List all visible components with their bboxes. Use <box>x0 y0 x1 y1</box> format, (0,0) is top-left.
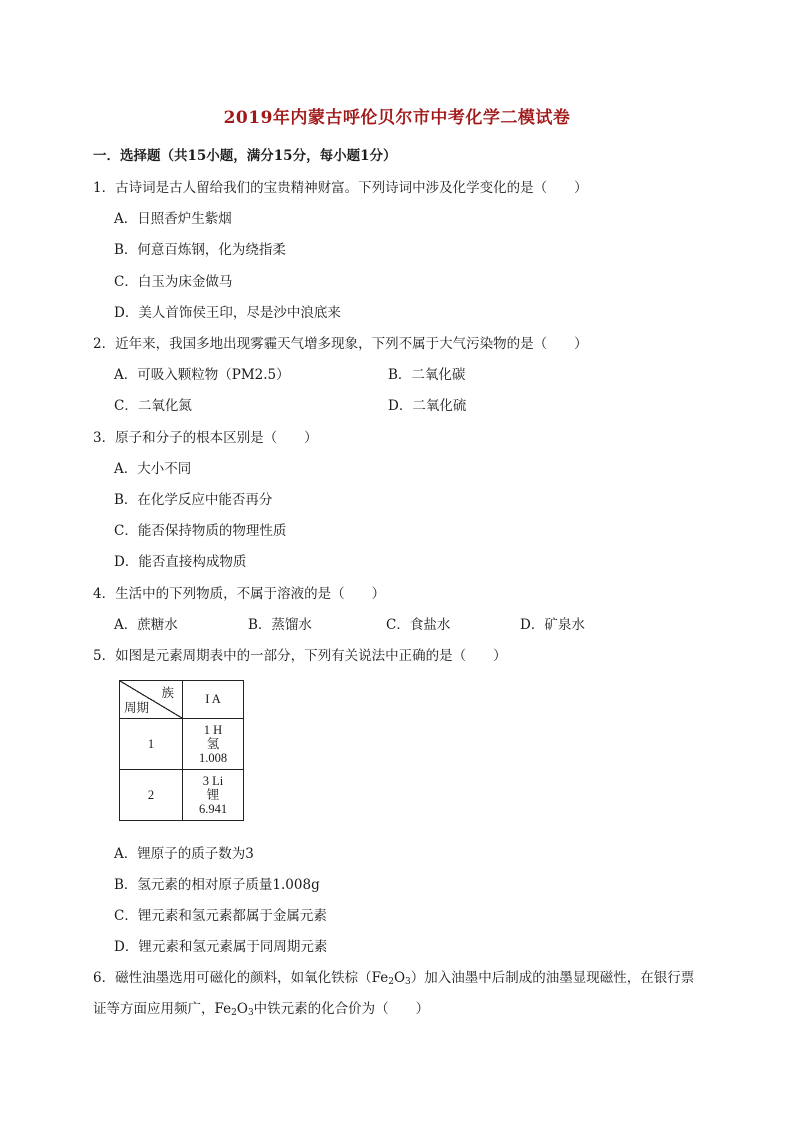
element-hydrogen-cell <box>183 719 244 770</box>
q6-line2-part: 中铁元素的化合价为（ ） <box>253 1001 430 1017</box>
periodic-table-excerpt <box>119 680 244 821</box>
q1-option-d: D．美人首饰侯王印，尽是沙中浪底来 <box>114 305 341 321</box>
q2-option-d: D．二氧化硫 <box>388 398 467 414</box>
q5-option-b: B．氢元素的相对原子质量1.008g <box>114 877 320 893</box>
q1-option-b: B．何意百炼钢，化为绕指柔 <box>114 242 286 258</box>
subscript: 3 <box>405 977 411 987</box>
q4-option-b: B．蒸馏水 <box>248 617 312 633</box>
element-name: 氢 <box>206 737 220 751</box>
q1-option-c: C．白玉为床金做马 <box>114 274 233 290</box>
element-number-symbol: 3 Li <box>202 774 224 788</box>
element-mass: 6.941 <box>198 802 228 816</box>
period-header-label: 周期 <box>124 701 150 715</box>
q5-option-c: C．锂元素和氢元素都属于金属元素 <box>114 908 327 924</box>
q6-line1-part: O <box>393 970 406 986</box>
question-2-stem: 2．近年来，我国多地出现雾霾天气增多现象，下列不属于大气污染物的是（ ） <box>93 336 588 352</box>
q3-option-d: D．能否直接构成物质 <box>114 554 247 570</box>
element-name: 锂 <box>206 788 220 802</box>
question-1-stem: 1．古诗词是古人留给我们的宝贵精神财富。下列诗词中涉及化学变化的是（ ） <box>93 180 588 196</box>
q5-option-a: A．锂原子的质子数为3 <box>114 846 254 862</box>
subscript: 2 <box>388 977 394 987</box>
q6-line1-part: 6．磁性油墨选用可磁化的颜料，如氧化铁棕（Fe <box>93 970 389 986</box>
group-ia-header: I A <box>183 681 244 719</box>
section-heading: 一．选择题（共15小题，满分15分，每小题1分） <box>93 148 397 164</box>
document-title: 2019年内蒙古呼伦贝尔市中考化学二模试卷 <box>223 108 571 128</box>
group-header-label: 族 <box>161 686 174 700</box>
element-lithium-cell <box>183 770 244 821</box>
q3-option-a: A．大小不同 <box>114 461 192 477</box>
q6-line2-part: O <box>236 1001 248 1017</box>
q3-option-b: B．在化学反应中能否再分 <box>114 492 273 508</box>
period-2-cell: 2 <box>120 770 183 821</box>
q4-option-d: D．矿泉水 <box>520 617 585 633</box>
q4-option-c: C．食盐水 <box>386 617 451 633</box>
question-5-stem: 5．如图是元素周期表中的一部分，下列有关说法中正确的是（ ） <box>93 648 507 664</box>
q4-option-a: A．蔗糖水 <box>114 617 178 633</box>
question-3-stem: 3．原子和分子的根本区别是（ ） <box>93 430 318 446</box>
q6-line2-part: 证等方面应用频广，Fe <box>93 1001 232 1017</box>
q5-option-d: D．锂元素和氢元素属于同周期元素 <box>114 939 328 955</box>
question-6-stem-line-2 <box>93 997 429 1018</box>
q2-option-c: C．二氧化氮 <box>114 398 192 414</box>
q1-option-a: A．日照香炉生紫烟 <box>114 211 232 227</box>
subscript: 2 <box>231 1008 237 1018</box>
q3-option-c: C．能否保持物质的物理性质 <box>114 523 287 539</box>
q2-option-b: B．二氧化碳 <box>388 367 466 383</box>
question-4-stem: 4．生活中的下列物质，不属于溶液的是（ ） <box>93 586 386 602</box>
period-1-cell: 1 <box>120 719 183 770</box>
subscript: 3 <box>247 1008 254 1018</box>
table-corner-cell <box>120 681 183 719</box>
question-6-stem-line-1 <box>93 966 694 987</box>
q6-line1-part: ）加入油墨中后制成的油墨显现磁性，在银行票 <box>410 970 695 986</box>
element-mass: 1.008 <box>198 751 228 765</box>
q2-option-a: A．可吸入颗粒物（PM2.5） <box>114 367 290 383</box>
element-number-symbol: 1 H <box>203 723 223 737</box>
